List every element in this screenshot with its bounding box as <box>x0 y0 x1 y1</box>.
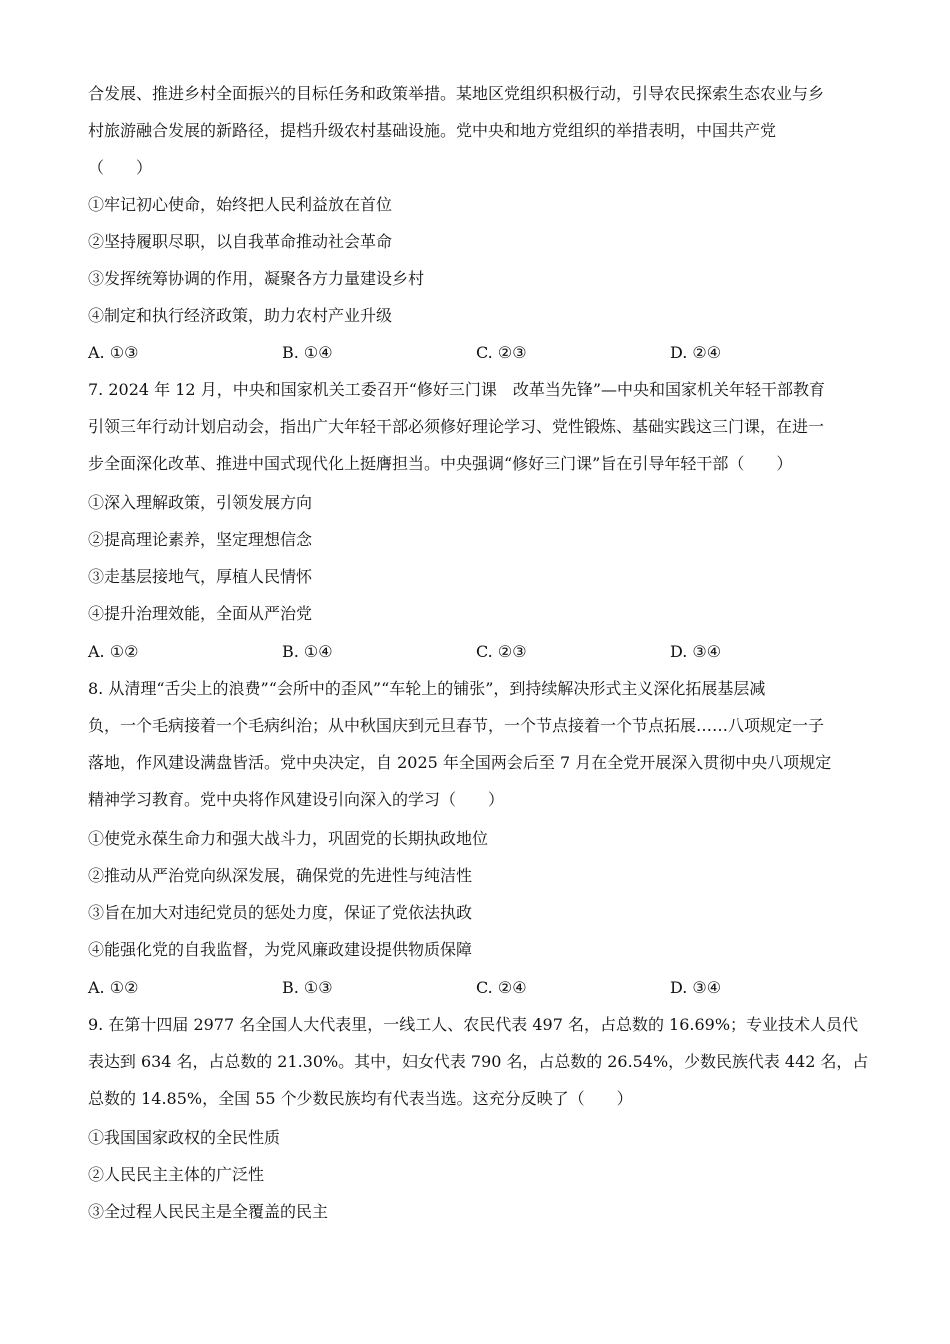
q6-answer-blank: （ ） <box>88 158 153 177</box>
q8-stem-line-4: 精神学习教育。党中央将作风建设引向深入的学习（ ） <box>88 790 505 809</box>
q8-option-a[interactable]: A. ①② <box>88 978 139 997</box>
q7-statement-4: ④提升治理效能，全面从严治党 <box>88 604 313 623</box>
q8-stem-line-1: 8. 从清理“舌尖上的浪费”“会所中的歪风”“车轮上的铺张”，到持续解决形式主义深化拓展基层减 <box>88 679 766 698</box>
q8-stem-line-3: 落地，作风建设满盘皆活。党中央决定，自 2025 年全国两会后至 7 月在全党开展深入贯彻中央八项规定 <box>88 753 832 772</box>
q7-options <box>88 642 868 662</box>
q8-statement-2: ②推动从严治党向纵深发展，确保党的先进性与纯洁性 <box>88 866 473 885</box>
q6-option-c[interactable]: C. ②③ <box>476 343 527 362</box>
q7-stem-line-2: 引领三年行动计划启动会，指出广大年轻干部必须修好理论学习、党性锻炼、基础实践这三门课，在进一 <box>88 417 825 436</box>
q6-statement-2: ②坚持履职尽职，以自我革命推动社会革命 <box>88 232 393 251</box>
q7-option-a[interactable]: A. ①② <box>88 642 139 661</box>
q9-statement-2: ②人民民主主体的广泛性 <box>88 1165 265 1184</box>
q9-stem-line-3: 总数的 14.85%，全国 55 个少数民族均有代表当选。这充分反映了（ ） <box>88 1089 633 1108</box>
q8-statement-4: ④能强化党的自我监督，为党风廉政建设提供物质保障 <box>88 940 473 959</box>
q9-statement-3: ③全过程人民民主是全覆盖的民主 <box>88 1202 329 1221</box>
q6-stem-line-2: 村旅游融合发展的新路径，提档升级农村基础设施。党中央和地方党组织的举措表明，中国共产党 <box>88 121 777 140</box>
q6-statement-1: ①牢记初心使命，始终把人民利益放在首位 <box>88 195 393 214</box>
q6-stem-line-1: 合发展、推进乡村全面振兴的目标任务和政策举措。某地区党组织积极行动，引导农民探索生态农业与乡 <box>88 84 825 103</box>
q8-options <box>88 978 868 998</box>
q7-option-d[interactable]: D. ③④ <box>670 642 722 661</box>
q8-stem-line-2: 负，一个毛病接着一个毛病纠治；从中秋国庆到元旦春节，一个节点接着一个节点拓展……八项规定一子 <box>88 716 825 735</box>
q8-option-b[interactable]: B. ①③ <box>282 978 333 997</box>
q8-statement-1: ①使党永葆生命力和强大战斗力，巩固党的长期执政地位 <box>88 829 489 848</box>
q9-stem-line-2: 表达到 634 名，占总数的 21.30%。其中，妇女代表 790 名，占总数的 26.54%，少数民族代表 442 名，占 <box>88 1052 869 1071</box>
q7-option-b[interactable]: B. ①④ <box>282 642 333 661</box>
q8-option-d[interactable]: D. ③④ <box>670 978 722 997</box>
q6-options <box>88 343 868 363</box>
q7-statement-1: ①深入理解政策，引领发展方向 <box>88 493 313 512</box>
q6-option-d[interactable]: D. ②④ <box>670 343 722 362</box>
q6-option-b[interactable]: B. ①④ <box>282 343 333 362</box>
q8-option-c[interactable]: C. ②④ <box>476 978 527 997</box>
q6-option-a[interactable]: A. ①③ <box>88 343 139 362</box>
q7-statement-2: ②提高理论素养，坚定理想信念 <box>88 530 313 549</box>
q7-statement-3: ③走基层接地气，厚植人民情怀 <box>88 567 313 586</box>
q7-stem-line-1: 7. 2024 年 12 月，中央和国家机关工委召开“修好三门课 改革当先锋”—中央和国家机关年轻干部教育 <box>88 380 826 399</box>
q7-stem-line-3: 步全面深化改革、推进中国式现代化上挺膺担当。中央强调“修好三门课”旨在引导年轻干部（ ） <box>88 454 793 473</box>
q6-statement-4: ④制定和执行经济政策，助力农村产业升级 <box>88 306 393 325</box>
q8-statement-3: ③旨在加大对违纪党员的惩处力度，保证了党依法执政 <box>88 903 473 922</box>
q7-option-c[interactable]: C. ②③ <box>476 642 527 661</box>
q9-statement-1: ①我国国家政权的全民性质 <box>88 1128 281 1147</box>
q9-stem-line-1: 9. 在第十四届 2977 名全国人大代表里，一线工人、农民代表 497 名，占总数的 16.69%；专业技术人员代 <box>88 1015 859 1034</box>
q6-statement-3: ③发挥统筹协调的作用，凝聚各方力量建设乡村 <box>88 269 425 288</box>
